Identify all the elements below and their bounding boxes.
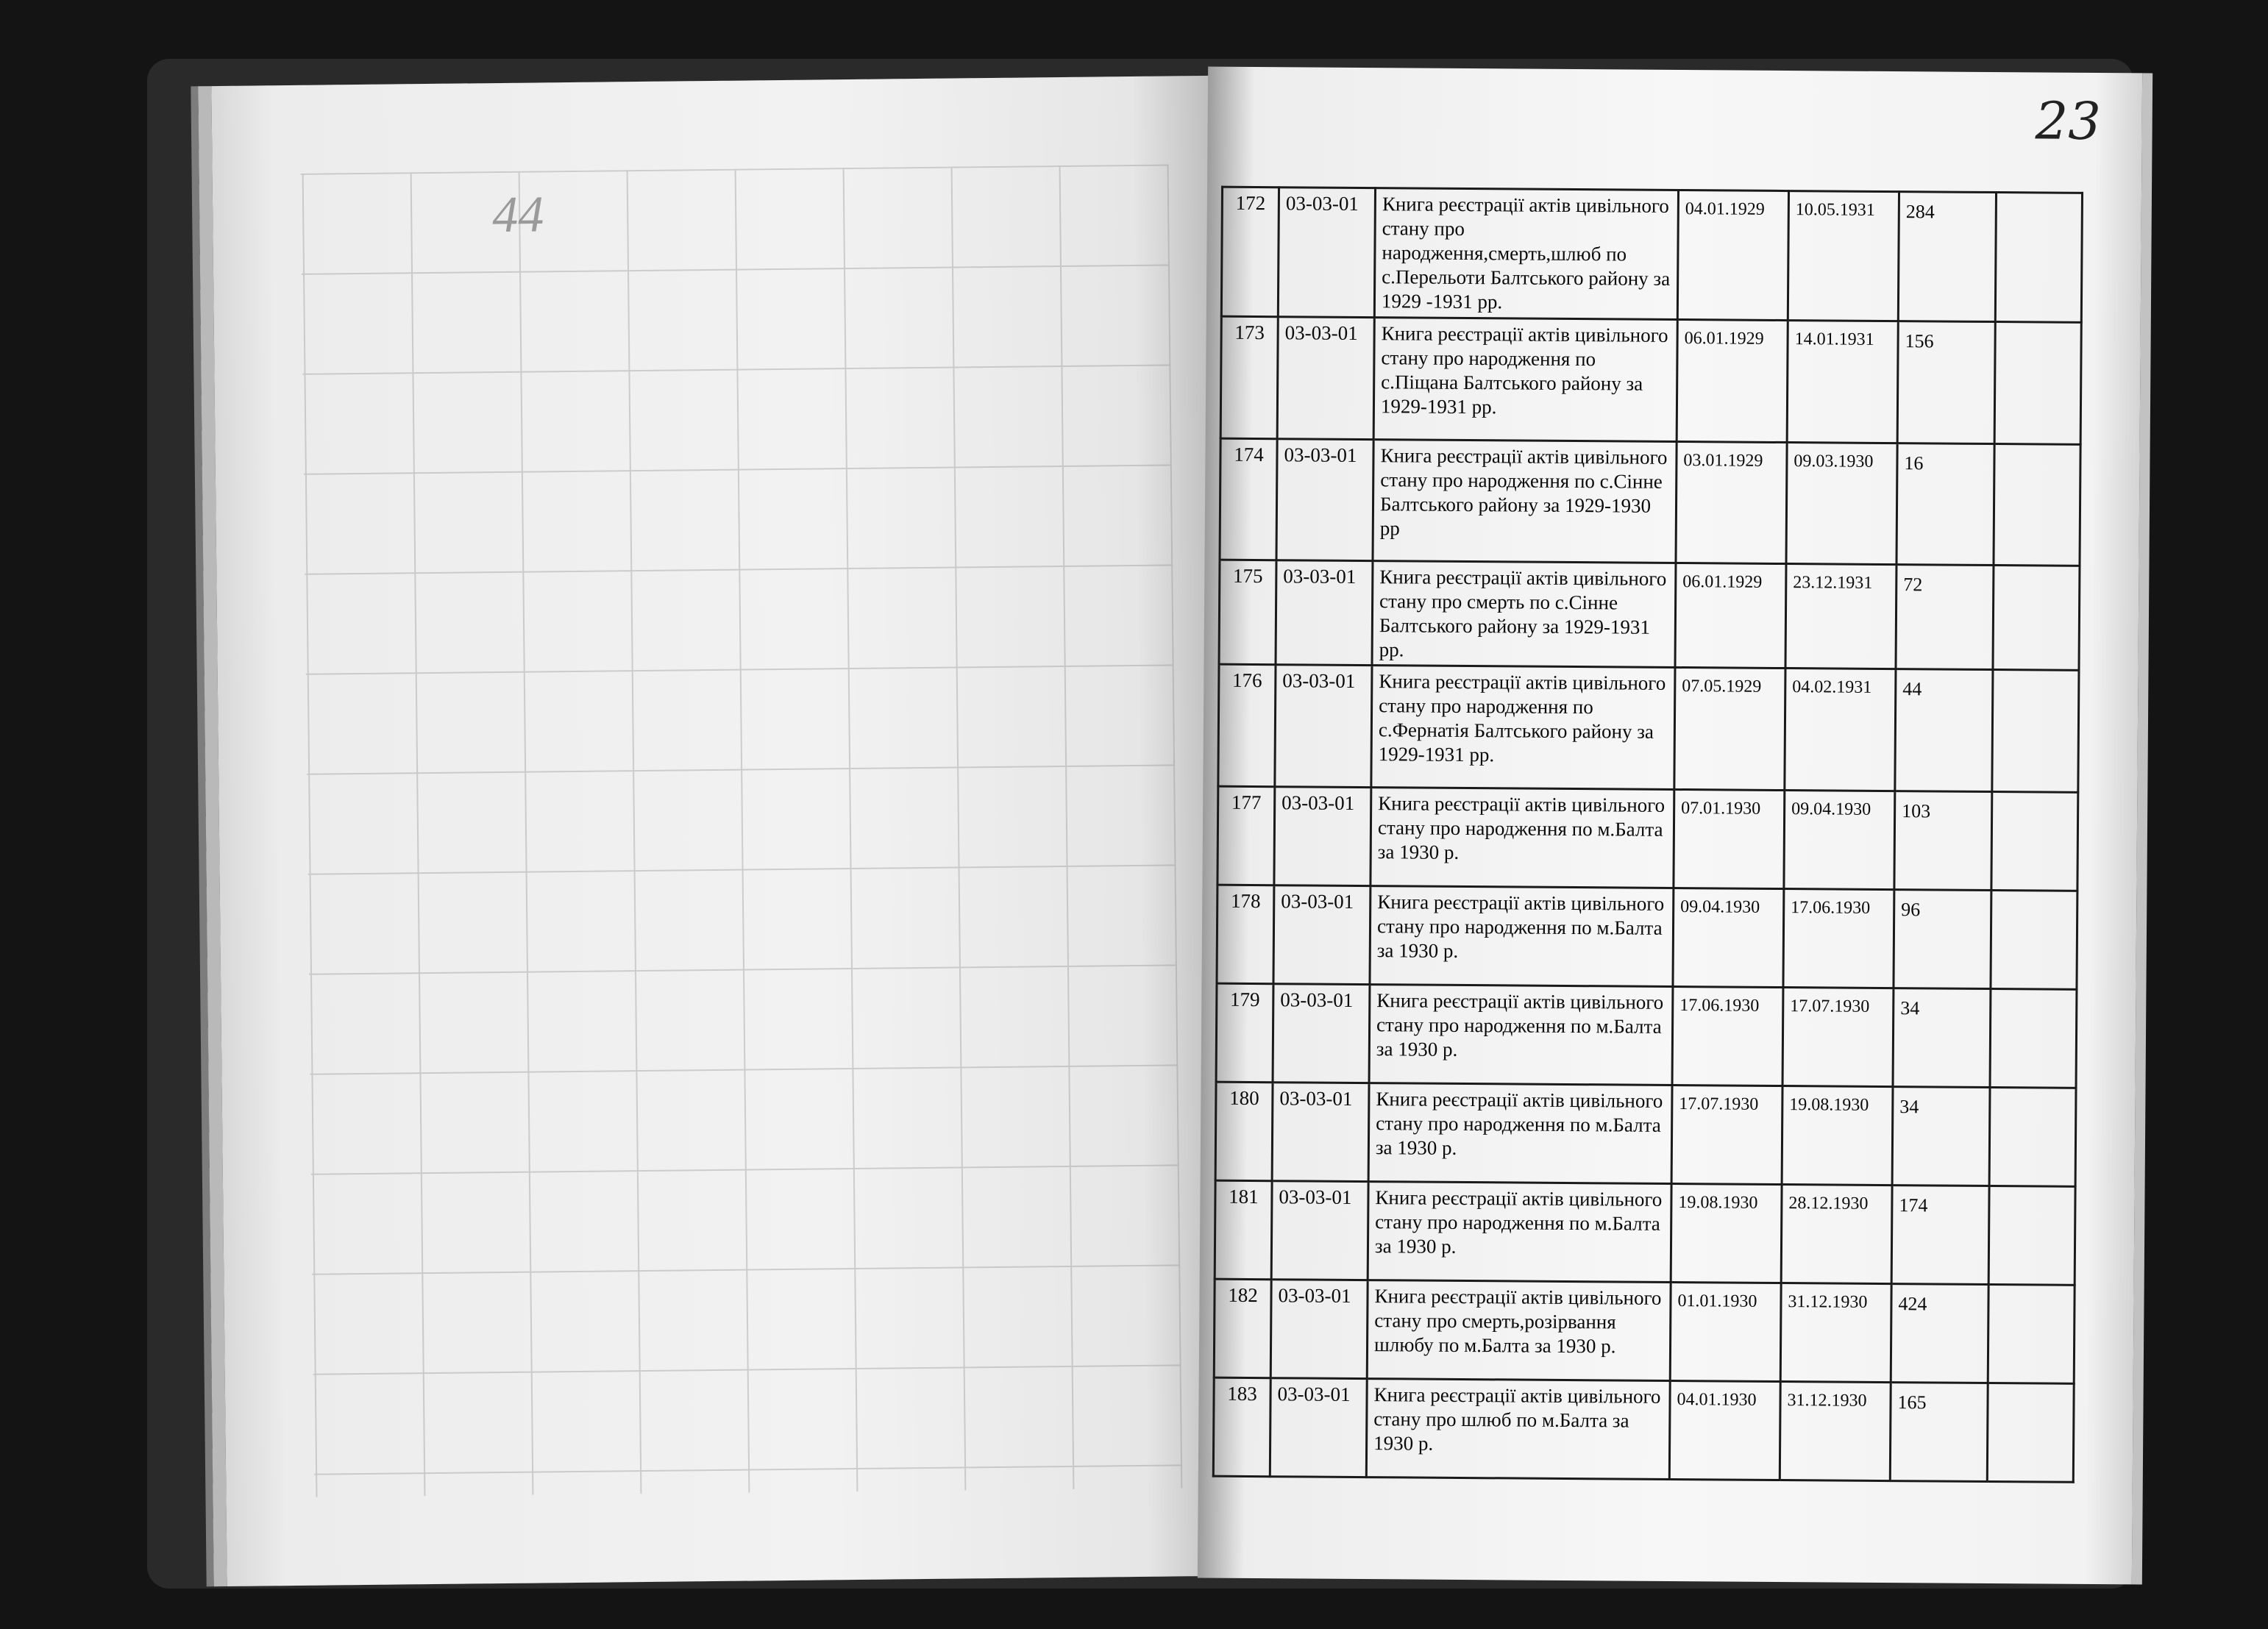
table-row xyxy=(1217,787,2078,891)
fund-code: 03-03-01 xyxy=(1278,188,1375,318)
notes-cell xyxy=(1992,670,2079,793)
table-row xyxy=(1217,885,2077,990)
item-number: 178 xyxy=(1217,885,1274,985)
start-date: 09.04.1930 xyxy=(1673,888,1784,988)
left-page-bleed-through-grid xyxy=(301,164,1183,1497)
page-count: 34 xyxy=(1892,1087,1990,1186)
folio-number: 23 xyxy=(2035,90,2102,152)
records-body xyxy=(1213,187,2082,1483)
table-row xyxy=(1213,1378,2074,1483)
item-number: 175 xyxy=(1219,560,1276,665)
item-number: 179 xyxy=(1216,984,1273,1083)
item-title: Книга реєстрації актів цивільного стану про народження по м.Балта за 1930 р. xyxy=(1369,985,1673,1086)
end-date: 28.12.1930 xyxy=(1781,1185,1892,1284)
end-date: 10.05.1931 xyxy=(1788,191,1899,321)
notes-cell xyxy=(1988,1285,2075,1384)
start-date: 06.01.1929 xyxy=(1677,319,1788,442)
end-date: 19.08.1930 xyxy=(1782,1086,1893,1186)
page-count: 103 xyxy=(1894,791,1992,891)
start-date: 06.01.1929 xyxy=(1675,563,1786,669)
page-count: 72 xyxy=(1896,564,1994,670)
table-row xyxy=(1215,1181,2075,1286)
item-title: Книга реєстрації актів цивільного стану про шлюб по м.Балта за 1930 р. xyxy=(1366,1379,1670,1480)
item-number: 174 xyxy=(1220,438,1277,560)
page-count: 284 xyxy=(1898,192,1996,322)
fund-code: 03-03-01 xyxy=(1270,1378,1367,1477)
end-date: 14.01.1931 xyxy=(1787,320,1898,443)
item-title: Книга реєстрації актів цивільного стану про народження по с.Фернатія Балтського району за 1929-1931 рр. xyxy=(1371,666,1675,790)
notes-cell xyxy=(1990,989,2077,1088)
fund-code: 03-03-01 xyxy=(1272,1083,1369,1182)
table-row xyxy=(1220,316,2081,444)
right-page xyxy=(1198,67,2153,1585)
fund-code: 03-03-01 xyxy=(1277,316,1374,439)
table-row xyxy=(1215,1083,2076,1187)
item-title: Книга реєстрації актів цивільного стану про народження,смерть,шлюб по с.Перельоти Балтського району за 1929 -1931 рр. xyxy=(1374,188,1678,320)
end-date: 09.04.1930 xyxy=(1784,791,1895,890)
page-count: 174 xyxy=(1891,1186,1989,1285)
fund-code: 03-03-01 xyxy=(1275,665,1372,788)
page-count: 34 xyxy=(1893,988,1991,1088)
table-row xyxy=(1220,438,2080,566)
item-title: Книга реєстрації актів цивільного стану про смерть,розірвання шлюбу по м.Балта за 1930 р. xyxy=(1367,1280,1671,1381)
item-title: Книга реєстрації актів цивільного стану про народження по с.Піщана Балтського району за 1929-1931 рр. xyxy=(1373,317,1677,441)
item-number: 183 xyxy=(1213,1378,1270,1477)
item-title: Книга реєстрації актів цивільного стану про народження по м.Балта за 1930 р. xyxy=(1371,788,1674,888)
item-number: 182 xyxy=(1214,1280,1271,1379)
item-number: 181 xyxy=(1215,1181,1272,1280)
item-title: Книга реєстрації актів цивільного стану про народження по м.Балта за 1930 р. xyxy=(1368,1182,1671,1283)
start-date: 17.06.1930 xyxy=(1672,987,1783,1086)
page-count: 44 xyxy=(1895,669,1993,792)
notes-cell xyxy=(1987,1383,2074,1483)
notes-cell xyxy=(1991,891,2077,990)
item-number: 180 xyxy=(1215,1083,1273,1182)
page-count: 424 xyxy=(1891,1284,1988,1383)
end-date: 17.07.1930 xyxy=(1782,988,1894,1087)
end-date: 04.02.1931 xyxy=(1785,669,1896,791)
start-date: 03.01.1929 xyxy=(1676,441,1787,563)
table-row xyxy=(1214,1280,2075,1384)
end-date: 31.12.1930 xyxy=(1780,1382,1891,1481)
page-count: 96 xyxy=(1894,890,1991,989)
notes-cell xyxy=(1993,565,2080,671)
item-number: 172 xyxy=(1221,187,1279,316)
start-date: 07.05.1929 xyxy=(1674,668,1785,791)
fund-code: 03-03-01 xyxy=(1270,1280,1368,1379)
left-page xyxy=(198,76,1227,1586)
notes-cell xyxy=(1994,443,2080,566)
start-date: 04.01.1930 xyxy=(1669,1381,1780,1480)
table-row xyxy=(1216,984,2077,1088)
end-date: 09.03.1930 xyxy=(1786,442,1897,564)
item-title: Книга реєстрації актів цивільного стану про смерть по с.Сінне Балтського району за 1929-1931 рр. xyxy=(1372,560,1676,668)
end-date: 31.12.1930 xyxy=(1780,1283,1891,1383)
notes-cell xyxy=(1995,193,2082,323)
page-count: 165 xyxy=(1890,1383,1988,1482)
start-date: 01.01.1930 xyxy=(1670,1283,1781,1382)
table-row xyxy=(1221,187,2082,322)
notes-cell xyxy=(1988,1186,2075,1286)
fund-code: 03-03-01 xyxy=(1274,787,1371,886)
notes-cell xyxy=(1989,1088,2076,1187)
notes-cell xyxy=(1994,321,2081,444)
start-date: 19.08.1930 xyxy=(1671,1184,1782,1283)
start-date: 07.01.1930 xyxy=(1674,790,1785,889)
fund-code: 03-03-01 xyxy=(1273,885,1371,985)
page-count: 16 xyxy=(1896,443,1994,565)
fund-code: 03-03-01 xyxy=(1273,984,1370,1083)
records-table xyxy=(1212,186,2083,1484)
item-title: Книга реєстрації актів цивільного стану про народження по с.Сінне Балтського району за 1929-1930 рр xyxy=(1373,439,1677,563)
item-number: 176 xyxy=(1218,665,1276,788)
page-count: 156 xyxy=(1897,321,1995,443)
table-row xyxy=(1218,665,2079,793)
start-date: 04.01.1929 xyxy=(1677,190,1788,321)
left-page-mark: 44 xyxy=(491,186,544,244)
item-number: 173 xyxy=(1220,316,1278,439)
table-row xyxy=(1219,560,2080,671)
end-date: 17.06.1930 xyxy=(1783,889,1894,988)
notes-cell xyxy=(1991,792,2078,891)
fund-code: 03-03-01 xyxy=(1276,560,1373,666)
start-date: 17.07.1930 xyxy=(1671,1086,1782,1185)
item-number: 177 xyxy=(1217,787,1275,886)
end-date: 23.12.1931 xyxy=(1785,563,1896,669)
item-title: Книга реєстрації актів цивільного стану про народження по м.Балта за 1930 р. xyxy=(1370,886,1674,987)
fund-code: 03-03-01 xyxy=(1276,438,1373,560)
item-title: Книга реєстрації актів цивільного стану про народження по м.Балта за 1930 р. xyxy=(1368,1083,1672,1184)
fund-code: 03-03-01 xyxy=(1271,1181,1368,1280)
